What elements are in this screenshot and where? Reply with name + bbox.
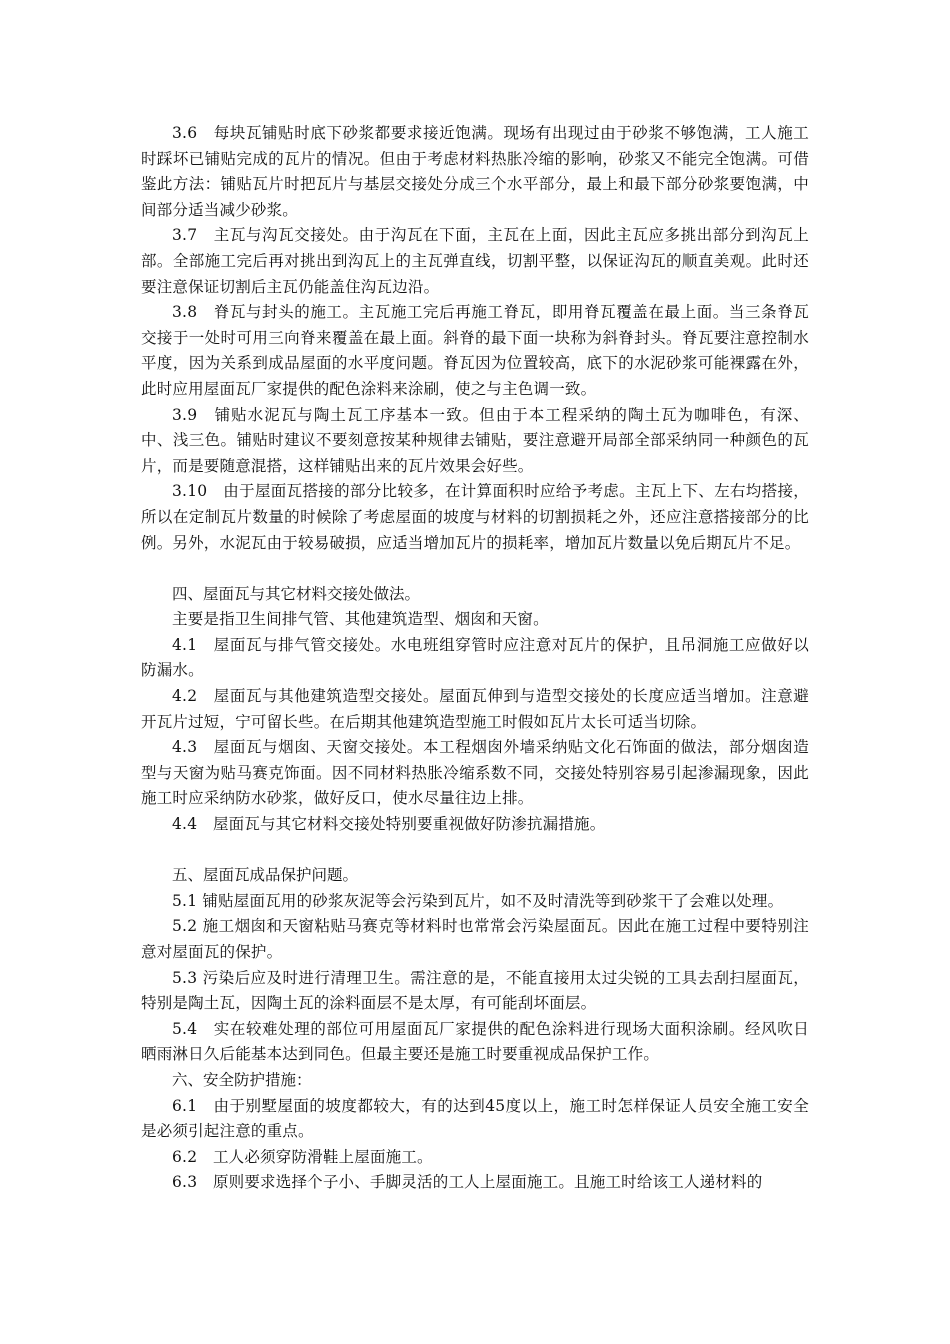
paragraph-5-1: 5.1 铺贴屋面瓦用的砂浆灰泥等会污染到瓦片，如不及时清洗等到砂浆干了会难以处理。 (172, 891, 784, 910)
paragraph-6-3: 6.3 原则要求选择个子小、手脚灵活的工人上屋面施工。且施工时给该工人递材料的 (172, 1173, 763, 1192)
paragraph-5-4: 5.4 实在较难处理的部位可用屋面瓦厂家提供的配色涂料进行现场大面积涂刷。经风吹日晒雨淋日久后能基本达到同色。但最主要还是施工时要重视成品保护工作。 (141, 1019, 809, 1064)
paragraph-4-3: 4.3 屋面瓦与烟囱、天窗交接处。本工程烟囱外墙采纳贴文化石饰面的做法，部分烟囱造型与天窗为贴马赛克饰面。因不同材料热胀冷缩系数不同，交接处特别容易引起渗漏现象，因此施工时应采纳防水砂浆，做好反口，使水尽量往边上排。 (141, 738, 809, 808)
section-5-title: 五、屋面瓦成品保护问题。 (172, 866, 359, 885)
paragraph-3-10: 3.10 由于屋面瓦搭接的部分比较多，在计算面积时应给予考虑。主瓦上下、左右均搭接，所以在定制瓦片数量的时候除了考虑屋面的坡度与材料的切割损耗之外，还应注意搭接部分的比例。另外，水泥瓦由于较易破损，应适当增加瓦片的损耗率，增加瓦片数量以免后期瓦片不足。 (141, 482, 809, 552)
paragraph-3-7: 3.7 主瓦与沟瓦交接处。由于沟瓦在下面，主瓦在上面，因此主瓦应多挑出部分到沟瓦上部。全部施工完后再对挑出到沟瓦上的主瓦弹直线，切割平整，以保证沟瓦的顺直美观。此时还要注意保证切割后主瓦仍能盖住沟瓦边沿。 (141, 226, 809, 296)
paragraph-6-2: 6.2 工人必须穿防滑鞋上屋面施工。 (172, 1147, 433, 1166)
paragraph-5-3: 5.3 污染后应及时进行清理卫生。需注意的是，不能直接用太过尖锐的工具去刮扫屋面瓦，特别是陶土瓦，因陶土瓦的涂料面层不是太厚，有可能刮坏面层。 (141, 968, 809, 1013)
section-spacer (141, 838, 809, 864)
paragraph-4-1: 4.1 屋面瓦与排气管交接处。水电班组穿管时应注意对瓦片的保护，且吊洞施工应做好以防漏水。 (141, 635, 809, 680)
section-4-title: 四、屋面瓦与其它材料交接处做法。 (172, 584, 421, 603)
paragraph-3-8: 3.8 脊瓦与封头的施工。主瓦施工完后再施工脊瓦，即用脊瓦覆盖在最上面。当三条脊瓦交接于一处时可用三向脊来覆盖在最上面。斜脊的最下面一块称为斜脊封头。脊瓦要注意控制水平度，因为关系到成品屋面的水平度问题。脊瓦因为位置较高，底下的水泥砂浆可能裸露在外，此时应用屋面瓦厂家提供的配色涂料来涂刷，使之与主色调一致。 (141, 303, 809, 398)
paragraph-4-2: 4.2 屋面瓦与其他建筑造型交接处。屋面瓦伸到与造型交接处的长度应适当增加。注意避开瓦片过短，宁可留长些。在后期其他建筑造型施工时假如瓦片太长可适当切除。 (141, 687, 809, 731)
paragraph-3-6: 3.6 每块瓦铺贴时底下砂浆都要求接近饱满。现场有出现过由于砂浆不够饱满，工人施工时踩坏已铺贴完成的瓦片的情况。但由于考虑材料热胀冷缩的影响，砂浆又不能完全饱满。可借鉴此方法：铺贴瓦片时把瓦片与基层交接处分成三个水平部分，最上和最下部分砂浆要饱满，中间部分适当减少砂浆。 (141, 124, 809, 219)
paragraph-4-4: 4.4 屋面瓦与其它材料交接处特别要重视做好防渗抗漏措施。 (172, 815, 606, 834)
paragraph-5-2: 5.2 施工烟囱和天窗粘贴马赛克等材料时也常常会污染屋面瓦。因此在施工过程中要特别注意对屋面瓦的保护。 (141, 917, 809, 961)
document-body (141, 121, 809, 1196)
section-spacer (141, 556, 809, 582)
section-4-intro: 主要是指卫生间排气管、其他建筑造型、烟囱和天窗。 (172, 610, 549, 629)
section-6-title: 六、安全防护措施： (172, 1070, 312, 1089)
paragraph-3-9: 3.9 铺贴水泥瓦与陶土瓦工序基本一致。但由于本工程采纳的陶土瓦为咖啡色，有深、中、浅三色。铺贴时建议不要刻意按某种规律去铺贴，要注意避开局部全部采纳同一种颜色的瓦片，而是要随意混搭，这样铺贴出来的瓦片效果会好些。 (141, 405, 809, 475)
paragraph-6-1: 6.1 由于别墅屋面的坡度都较大，有的达到45度以上，施工时怎样保证人员安全施工安全是必须引起注意的重点。 (141, 1096, 809, 1141)
